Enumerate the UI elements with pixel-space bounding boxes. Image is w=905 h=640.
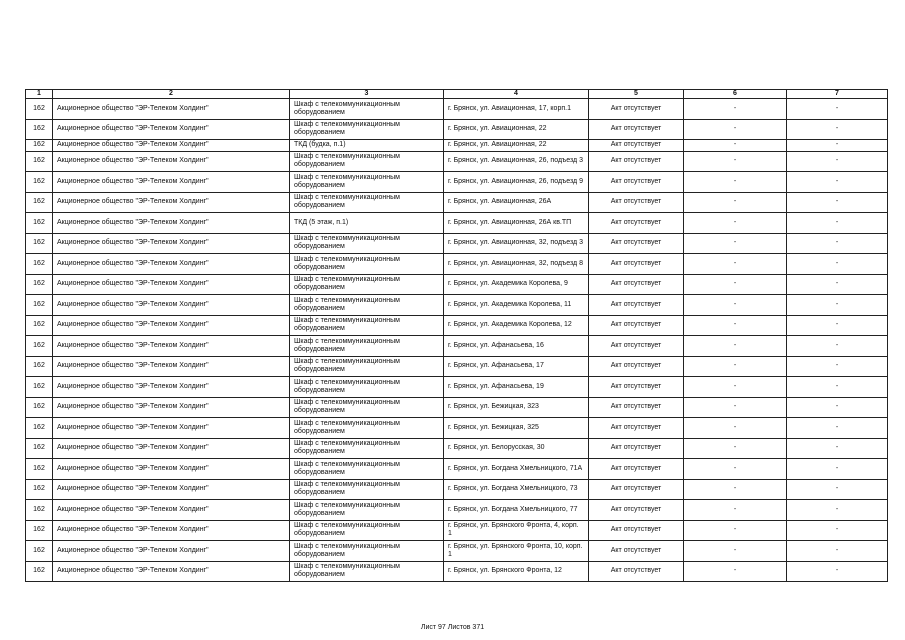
table-cell-col-1: 162: [26, 520, 53, 541]
table-cell-col-2: Акционерное общество "ЭР-Телеком Холдинг": [53, 377, 290, 398]
column-header-1: 1: [26, 90, 53, 99]
table-cell-col-2: Акционерное общество "ЭР-Телеком Холдинг": [53, 520, 290, 541]
table-row: [26, 459, 888, 480]
table-cell-col-7: -: [787, 315, 888, 336]
table-cell-col-5: Акт отсутствует: [589, 541, 684, 562]
table-cell-col-6: -: [684, 500, 787, 521]
table-cell-col-5: Акт отсутствует: [589, 315, 684, 336]
table-cell-col-3: Шкаф с телекоммуникационным оборудованием: [290, 438, 444, 459]
table-cell-col-7: -: [787, 500, 888, 521]
table-row: [26, 172, 888, 193]
table-cell-col-3: ТКД (5 этаж, п.1): [290, 213, 444, 234]
table-cell-col-4: г. Брянск, ул. Авиационная, 22: [444, 119, 589, 140]
table-cell-col-7: -: [787, 151, 888, 172]
table-cell-col-1: 162: [26, 119, 53, 140]
table-cell-col-7: -: [787, 438, 888, 459]
table-cell-col-2: Акционерное общество "ЭР-Телеком Холдинг": [53, 274, 290, 295]
table-cell-col-2: Акционерное общество "ЭР-Телеком Холдинг": [53, 336, 290, 357]
table-cell-col-7: -: [787, 295, 888, 316]
table-cell-col-6: -: [684, 233, 787, 254]
table-row: [26, 233, 888, 254]
table-row: [26, 500, 888, 521]
table-body: [26, 99, 888, 582]
table-cell-col-7: -: [787, 254, 888, 275]
table-cell-col-1: 162: [26, 418, 53, 439]
table-cell-col-3: Шкаф с телекоммуникационным оборудованием: [290, 541, 444, 562]
table-cell-col-7: -: [787, 172, 888, 193]
table-cell-col-5: Акт отсутствует: [589, 479, 684, 500]
table-cell-col-7: -: [787, 213, 888, 234]
page-footer: Лист 97 Листов 371: [420, 624, 485, 631]
table-cell-col-4: г. Брянск, ул. Богдана Хмельницкого, 71А: [444, 459, 589, 480]
table-cell-col-1: 162: [26, 151, 53, 172]
table-cell-col-6: -: [684, 295, 787, 316]
table-cell-col-2: Акционерное общество "ЭР-Телеком Холдинг": [53, 213, 290, 234]
table-cell-col-4: г. Брянск, ул. Богдана Хмельницкого, 73: [444, 479, 589, 500]
column-header-2: 2: [53, 90, 290, 99]
table-cell-col-6: -: [684, 274, 787, 295]
table-cell-col-5: Акт отсутствует: [589, 295, 684, 316]
table-cell-col-6: -: [684, 336, 787, 357]
table-cell-col-3: Шкаф с телекоммуникационным оборудованием: [290, 315, 444, 336]
table-cell-col-4: г. Брянск, ул. Академика Королева, 9: [444, 274, 589, 295]
table-row: [26, 377, 888, 398]
table-cell-col-7: -: [787, 356, 888, 377]
table-cell-col-6: -: [684, 151, 787, 172]
table-cell-col-2: Акционерное общество "ЭР-Телеком Холдинг": [53, 459, 290, 480]
table-cell-col-1: 162: [26, 561, 53, 582]
table-cell-col-1: 162: [26, 295, 53, 316]
table-cell-col-2: Акционерное общество "ЭР-Телеком Холдинг": [53, 119, 290, 140]
table-cell-col-5: Акт отсутствует: [589, 254, 684, 275]
table-cell-col-6: -: [684, 99, 787, 120]
table-cell-col-1: 162: [26, 233, 53, 254]
table-cell-col-5: Акт отсутствует: [589, 377, 684, 398]
table-cell-col-3: Шкаф с телекоммуникационным оборудованием: [290, 192, 444, 213]
table-cell-col-5: Акт отсутствует: [589, 336, 684, 357]
table-cell-col-5: Акт отсутствует: [589, 172, 684, 193]
table-cell-col-5: Акт отсутствует: [589, 151, 684, 172]
table-cell-col-2: Акционерное общество "ЭР-Телеком Холдинг": [53, 151, 290, 172]
table-cell-col-6: -: [684, 315, 787, 336]
table-cell-col-5: Акт отсутствует: [589, 520, 684, 541]
table-cell-col-5: Акт отсутствует: [589, 500, 684, 521]
table-cell-col-1: 162: [26, 356, 53, 377]
table-cell-col-3: Шкаф с телекоммуникационным оборудованием: [290, 459, 444, 480]
table-cell-col-2: Акционерное общество "ЭР-Телеком Холдинг": [53, 397, 290, 418]
table-cell-col-4: г. Брянск, ул. Афанасьева, 17: [444, 356, 589, 377]
column-header-5: 5: [589, 90, 684, 99]
table-cell-col-6: -: [684, 172, 787, 193]
table-cell-col-4: г. Брянск, ул. Богдана Хмельницкого, 77: [444, 500, 589, 521]
table-cell-col-4: г. Брянск, ул. Академика Королева, 11: [444, 295, 589, 316]
table-cell-col-4: г. Брянск, ул. Авиационная, 22: [444, 140, 589, 152]
table-row: [26, 520, 888, 541]
table-cell-col-3: Шкаф с телекоммуникационным оборудованием: [290, 119, 444, 140]
table-row: [26, 541, 888, 562]
table-cell-col-6: -: [684, 438, 787, 459]
table-cell-col-5: Акт отсутствует: [589, 438, 684, 459]
table-cell-col-4: г. Брянск, ул. Авиационная, 17, корп.1: [444, 99, 589, 120]
table-cell-col-7: -: [787, 140, 888, 152]
table-cell-col-4: г. Брянск, ул. Академика Королева, 12: [444, 315, 589, 336]
table-cell-col-6: -: [684, 254, 787, 275]
table-cell-col-6: -: [684, 397, 787, 418]
table-cell-col-6: -: [684, 459, 787, 480]
table-cell-col-3: Шкаф с телекоммуникационным оборудованием: [290, 397, 444, 418]
table-cell-col-2: Акционерное общество "ЭР-Телеком Холдинг": [53, 418, 290, 439]
header-row: [26, 90, 888, 99]
table-cell-col-3: Шкаф с телекоммуникационным оборудованием: [290, 254, 444, 275]
table-cell-col-1: 162: [26, 377, 53, 398]
table-row: [26, 336, 888, 357]
table-cell-col-1: 162: [26, 315, 53, 336]
table-cell-col-5: Акт отсутствует: [589, 459, 684, 480]
table-cell-col-3: ТКД (будка, п.1): [290, 140, 444, 152]
table-cell-col-3: Шкаф с телекоммуникационным оборудованием: [290, 377, 444, 398]
table-cell-col-2: Акционерное общество "ЭР-Телеком Холдинг": [53, 172, 290, 193]
column-header-7: 7: [787, 90, 888, 99]
table-row: [26, 438, 888, 459]
table-cell-col-1: 162: [26, 172, 53, 193]
table-cell-col-7: -: [787, 233, 888, 254]
table-cell-col-1: 162: [26, 438, 53, 459]
table-cell-col-1: 162: [26, 459, 53, 480]
table-row: [26, 397, 888, 418]
table-cell-col-7: -: [787, 479, 888, 500]
table-cell-col-1: 162: [26, 274, 53, 295]
table-cell-col-7: -: [787, 541, 888, 562]
table-cell-col-3: Шкаф с телекоммуникационным оборудованием: [290, 274, 444, 295]
table-cell-col-4: г. Брянск, ул. Брянского Фронта, 10, корп. 1: [444, 541, 589, 562]
table-cell-col-7: -: [787, 119, 888, 140]
table-row: [26, 295, 888, 316]
table-cell-col-1: 162: [26, 541, 53, 562]
table-row: [26, 315, 888, 336]
table-cell-col-1: 162: [26, 397, 53, 418]
table-cell-col-6: -: [684, 192, 787, 213]
table-cell-col-2: Акционерное общество "ЭР-Телеком Холдинг": [53, 541, 290, 562]
table-row: [26, 356, 888, 377]
table-cell-col-6: -: [684, 356, 787, 377]
table-cell-col-6: -: [684, 213, 787, 234]
table-cell-col-2: Акционерное общество "ЭР-Телеком Холдинг": [53, 500, 290, 521]
table-cell-col-5: Акт отсутствует: [589, 233, 684, 254]
column-header-3: 3: [290, 90, 444, 99]
table-cell-col-1: 162: [26, 99, 53, 120]
table-row: [26, 561, 888, 582]
table-cell-col-4: г. Брянск, ул. Авиационная, 32, подъезд 8: [444, 254, 589, 275]
table-cell-col-7: -: [787, 561, 888, 582]
table-cell-col-3: Шкаф с телекоммуникационным оборудованием: [290, 418, 444, 439]
table-cell-col-2: Акционерное общество "ЭР-Телеком Холдинг": [53, 479, 290, 500]
table-cell-col-2: Акционерное общество "ЭР-Телеком Холдинг": [53, 295, 290, 316]
table-cell-col-4: г. Брянск, ул. Брянского Фронта, 4, корп. 1: [444, 520, 589, 541]
table-cell-col-4: г. Брянск, ул. Белорусская, 30: [444, 438, 589, 459]
table-cell-col-1: 162: [26, 336, 53, 357]
table-cell-col-4: г. Брянск, ул. Бежицкая, 325: [444, 418, 589, 439]
table-cell-col-6: -: [684, 520, 787, 541]
table-cell-col-7: -: [787, 99, 888, 120]
table-cell-col-4: г. Брянск, ул. Авиационная, 26А: [444, 192, 589, 213]
table-cell-col-3: Шкаф с телекоммуникационным оборудованием: [290, 561, 444, 582]
column-header-6: 6: [684, 90, 787, 99]
table-cell-col-6: -: [684, 418, 787, 439]
table-cell-col-7: -: [787, 377, 888, 398]
table-cell-col-5: Акт отсутствует: [589, 99, 684, 120]
table-cell-col-4: г. Брянск, ул. Авиационная, 32, подъезд 3: [444, 233, 589, 254]
table-cell-col-4: г. Брянск, ул. Афанасьева, 19: [444, 377, 589, 398]
table-row: [26, 479, 888, 500]
table-cell-col-7: -: [787, 274, 888, 295]
table-row: [26, 140, 888, 152]
table-row: [26, 151, 888, 172]
table-cell-col-3: Шкаф с телекоммуникационным оборудованием: [290, 336, 444, 357]
table-cell-col-1: 162: [26, 254, 53, 275]
table-cell-col-4: г. Брянск, ул. Афанасьева, 16: [444, 336, 589, 357]
table-cell-col-4: г. Брянск, ул. Брянского Фронта, 12: [444, 561, 589, 582]
register-table: [25, 89, 888, 582]
table-cell-col-6: -: [684, 479, 787, 500]
table-row: [26, 274, 888, 295]
table-cell-col-4: г. Брянск, ул. Бежицкая, 323: [444, 397, 589, 418]
table-cell-col-5: Акт отсутствует: [589, 140, 684, 152]
table-cell-col-6: -: [684, 561, 787, 582]
table-cell-col-5: Акт отсутствует: [589, 192, 684, 213]
table-row: [26, 418, 888, 439]
table-cell-col-5: Акт отсутствует: [589, 418, 684, 439]
table-cell-col-2: Акционерное общество "ЭР-Телеком Холдинг": [53, 140, 290, 152]
table-cell-col-7: -: [787, 336, 888, 357]
table-cell-col-5: Акт отсутствует: [589, 213, 684, 234]
table-row: [26, 192, 888, 213]
table-cell-col-2: Акционерное общество "ЭР-Телеком Холдинг": [53, 356, 290, 377]
column-header-4: 4: [444, 90, 589, 99]
table-cell-col-2: Акционерное общество "ЭР-Телеком Холдинг": [53, 192, 290, 213]
table-cell-col-1: 162: [26, 500, 53, 521]
table-cell-col-4: г. Брянск, ул. Авиационная, 26А кв.ТП: [444, 213, 589, 234]
table-cell-col-7: -: [787, 459, 888, 480]
table-cell-col-5: Акт отсутствует: [589, 356, 684, 377]
table-cell-col-3: Шкаф с телекоммуникационным оборудованием: [290, 233, 444, 254]
table-cell-col-2: Акционерное общество "ЭР-Телеком Холдинг": [53, 561, 290, 582]
table-cell-col-2: Акционерное общество "ЭР-Телеком Холдинг": [53, 315, 290, 336]
table-cell-col-3: Шкаф с телекоммуникационным оборудованием: [290, 479, 444, 500]
table-cell-col-3: Шкаф с телекоммуникационным оборудованием: [290, 172, 444, 193]
table-cell-col-5: Акт отсутствует: [589, 561, 684, 582]
table-cell-col-7: -: [787, 192, 888, 213]
table-cell-col-3: Шкаф с телекоммуникационным оборудованием: [290, 500, 444, 521]
table-cell-col-5: Акт отсутствует: [589, 119, 684, 140]
table-row: [26, 99, 888, 120]
table-cell-col-2: Акционерное общество "ЭР-Телеком Холдинг": [53, 438, 290, 459]
table-row: [26, 213, 888, 234]
table-cell-col-2: Акционерное общество "ЭР-Телеком Холдинг": [53, 254, 290, 275]
table-cell-col-5: Акт отсутствует: [589, 274, 684, 295]
table-row: [26, 119, 888, 140]
table-cell-col-3: Шкаф с телекоммуникационным оборудованием: [290, 99, 444, 120]
table-cell-col-6: -: [684, 119, 787, 140]
table-cell-col-1: 162: [26, 213, 53, 234]
table-cell-col-1: 162: [26, 192, 53, 213]
table-cell-col-3: Шкаф с телекоммуникационным оборудованием: [290, 520, 444, 541]
table-cell-col-5: Акт отсутствует: [589, 397, 684, 418]
table-cell-col-6: -: [684, 541, 787, 562]
table-cell-col-6: -: [684, 140, 787, 152]
table-cell-col-1: 162: [26, 140, 53, 152]
table-cell-col-6: -: [684, 377, 787, 398]
table-cell-col-2: Акционерное общество "ЭР-Телеком Холдинг": [53, 99, 290, 120]
table-row: [26, 254, 888, 275]
table-cell-col-7: -: [787, 397, 888, 418]
table-cell-col-2: Акционерное общество "ЭР-Телеком Холдинг": [53, 233, 290, 254]
table-cell-col-3: Шкаф с телекоммуникационным оборудованием: [290, 295, 444, 316]
table-cell-col-3: Шкаф с телекоммуникационным оборудованием: [290, 356, 444, 377]
table-cell-col-4: г. Брянск, ул. Авиационная, 26, подъезд 3: [444, 151, 589, 172]
table-cell-col-4: г. Брянск, ул. Авиационная, 26, подъезд 9: [444, 172, 589, 193]
table-cell-col-1: 162: [26, 479, 53, 500]
table-cell-col-7: -: [787, 520, 888, 541]
table-cell-col-3: Шкаф с телекоммуникационным оборудованием: [290, 151, 444, 172]
table-cell-col-7: -: [787, 418, 888, 439]
